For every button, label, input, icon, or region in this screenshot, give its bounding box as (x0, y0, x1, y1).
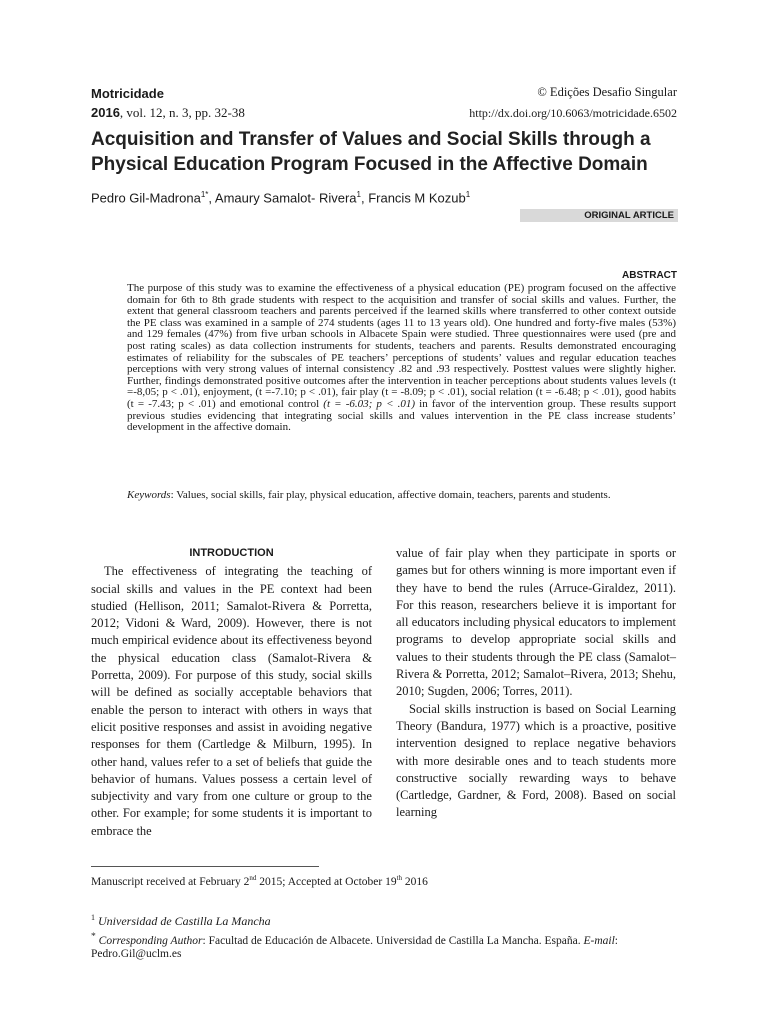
abstract-text (127, 283, 676, 434)
keywords-label: Keywords (127, 489, 171, 501)
footnote-divider (91, 866, 319, 867)
body-paragraph: value of fair play when they participate in sports or games but for others winning is more important even if they have to bend the rules (Arruce-Giraldez, 2011). For this reason, researchers believe it is important for all educators including physical educators to implement programs to develop appropriate social skills and values to their students through the PE class (Samalot–Rivera & Porretta, 2012; Samalot–Rivera, 2013; Shehu, 2010; Sugden, 2006; Torres, 2011). (396, 546, 676, 699)
author-list: Pedro Gil-Madrona$^{1*}$, Amaury Samalot- Rivera$^1$, Francis M Kozub$^1$ (91, 190, 471, 206)
stat-value: (t = -6.03; p < .01) (323, 397, 416, 410)
stat-label: , fair play (335, 386, 382, 399)
received-date-text: Manuscript received at February 2 (91, 875, 250, 888)
email-separator: : (614, 934, 618, 947)
email-label: E-mail (583, 934, 615, 947)
stat-value: (t =-7.10; p < .01) (255, 386, 336, 399)
body-paragraph: Social skills instruction is based on Social Learning Theory (Bandura, 1977) which is a proactive, positive intervention designed to replace negative behaviors with more desirable ones and to teach students more constructive socially rewarding ways to behave (Cartledge, Gardner, & Ford, 2008). Based on social learning (396, 701, 676, 820)
accepted-date-text: 2015; Accepted at October 19 (256, 875, 397, 888)
journal-name: Motricidade (91, 86, 164, 101)
body-paragraph: The effectiveness of integrating the teaching of social skills and values in the PE context had been studied (Hellison, 2011; Samalot-Rivera & Porretta, 2012; Vidoni & Ward, 2009). However, there is not much empirical evidence about its effectiveness beyond the physical education class (Samalot-Rivera & Porretta, 2009). For purpose of this study, social skills will be defined as socially acceptable behaviors that enable the person to interact with others in ways that elicit positive responses and assist in avoiding negative responses for them (Cartledge & Milburn, 1995). In other hand, values refer to a set of beliefs that guide the behavior of humans. Values possess a certain level of subjectivity and vary from one culture or group to the other. For example; for some students it is important to embrace the (91, 564, 372, 838)
affiliation-footnote (91, 913, 271, 929)
journal-volume: , vol. 12, n. 3, pp. 32-38 (119, 105, 245, 120)
journal-year: 2016 (91, 105, 120, 120)
author-affiliation-mark: 1 (356, 190, 361, 199)
author-name: Francis M Kozub (368, 190, 466, 206)
stat-value: (t = -6.48; p < .01) (535, 386, 619, 399)
ordinal-suffix: nd (249, 874, 257, 882)
abstract-body: The purpose of this study was to examine the effectiveness of a physical education (PE) program focused on the affective domain for 6th to 8th grade students with respect to the acquisition and transfer of social skills and values. Further, the extent that general classroom teachers and parents perceived if the learned skills where transferred to other context outside the PE class was examined in a sample of 274 students (ages 11 to 13 years old). One hundred and forty-five males (53%) and 129 females (47%) from five urban schools in Albacete Spain were studied. Three questionnaires were used (pre and post rating scales) as data collection instruments for students, teachers and parents. Results demonstrated encouraging estimates of reliability for the subscales of PE teachers’ perceptions of students’ values and regular education teaches perceptions with very strong values of internal consistency .82 and .93 respectively. Posttest values were slightly higher. Further, findings demonstrated positive outcomes after the intervention in teacher perceptions about students values levels (127, 282, 676, 387)
body-column-right (396, 545, 676, 822)
stat-label: , good habits (618, 386, 677, 399)
manuscript-dates (91, 874, 428, 888)
keywords (127, 489, 676, 501)
affiliation-name: Universidad de Castilla La Mancha (98, 914, 271, 928)
corresponding-author-footnote (91, 930, 681, 962)
ordinal-suffix: th (396, 874, 403, 882)
abstract-heading: ABSTRACT (622, 270, 677, 281)
stat-label: , social relation (464, 386, 536, 399)
article-title: Acquisition and Transfer of Values and Social Skills through a Physical Education Program Focused in the Affective Domain (91, 129, 651, 175)
stat-label: , enjoyment, (197, 386, 256, 399)
abstract-conclusion: in favor of the intervention group. These results support previous studies evidencing that integrating social skills and values intervention in the PE class increase students’ development in the affective domain. (127, 397, 677, 434)
author-affiliation-mark: 1* (200, 190, 209, 199)
body-column-left (91, 545, 372, 840)
stat-label: and emotional control (215, 397, 324, 410)
author-affiliation-mark: 1 (465, 190, 471, 199)
corresponding-mark: * (91, 931, 96, 942)
affiliation-mark: 1 (91, 913, 95, 922)
author-name: Pedro Gil-Madrona (91, 190, 201, 206)
journal-issue (91, 105, 245, 121)
article-type-badge: ORIGINAL ARTICLE (520, 209, 678, 222)
corresponding-address: : Facultad de Educación de Albacete. Universidad de Castilla La Mancha. España. (202, 934, 584, 947)
accepted-year: 2016 (402, 875, 428, 888)
section-heading-introduction: INTRODUCTION (189, 547, 274, 559)
author-name: Amaury Samalot- Rivera (214, 190, 357, 206)
publisher: © Edições Desafio Singular (537, 85, 677, 99)
corresponding-label: Corresponding Author (98, 934, 203, 947)
email-link[interactable]: Pedro.Gil@uclm.es (91, 948, 182, 961)
stat-value: (t =-8,05; p < .01) (127, 374, 677, 399)
doi-link[interactable]: http://dx.doi.org/10.6063/motricidade.6502 (469, 106, 677, 120)
stat-value: (t = -8.09; p < .01) (381, 386, 465, 399)
keywords-list: : Values, social skills, fair play, physical education, affective domain, teachers, parents and students. (170, 489, 611, 501)
stat-value: (t = -7.43; p < .01) (127, 397, 216, 410)
